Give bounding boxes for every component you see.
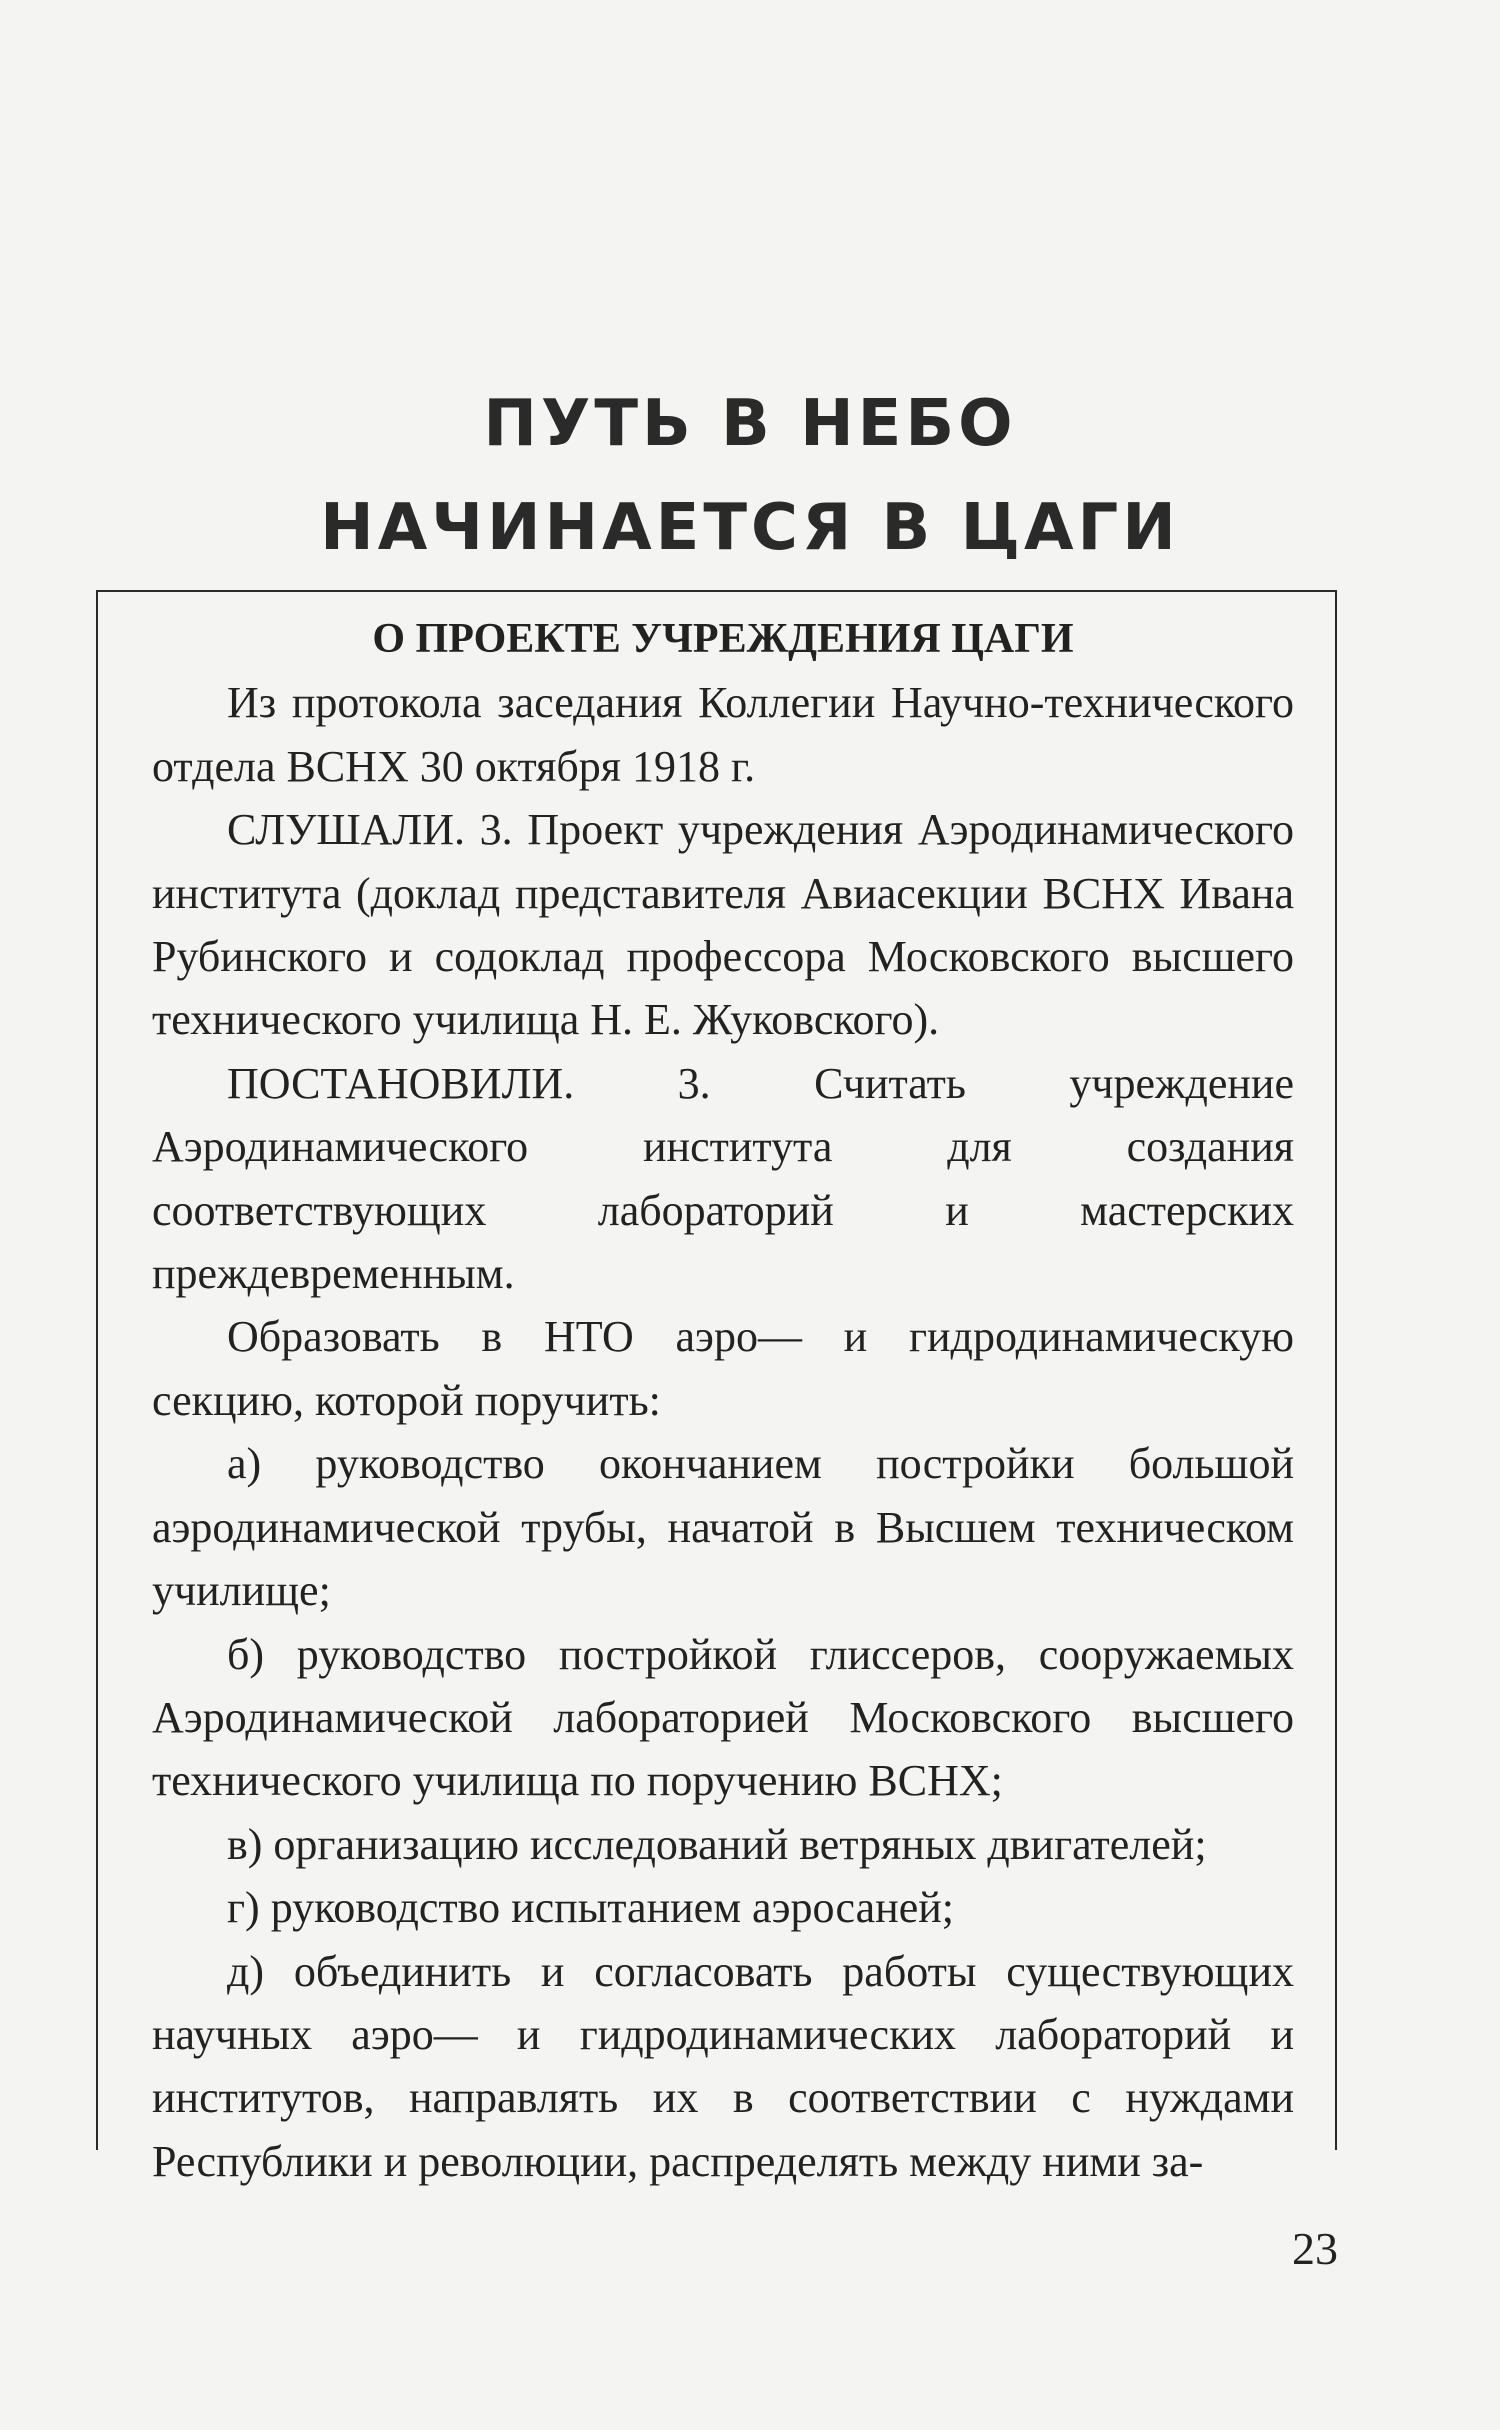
document-list-item-v: в) организацию исследований ветряных двигателей; — [227, 1819, 1207, 1869]
document-paragraph-heard: СЛУШАЛИ. 3. Проект учреждения Аэродинамического института (доклад представителя Авиасекции ВСНХ Ивана Рубинского и содоклад профессора Московского высшего технического училища Н. Е. Жуковского). — [152, 805, 1294, 1045]
document-list-item-g: г) руководство испытанием аэросаней; — [227, 1883, 954, 1933]
chapter-title — [0, 372, 1500, 580]
chapter-title-line-1: ПУТЬ В НЕБО — [483, 387, 1017, 461]
document-heading: О ПРОЕКТЕ УЧРЕЖДЕНИЯ ЦАГИ — [372, 616, 1074, 662]
document-list-item-d: д) объединить и согласовать работы существующих научных аэро— и гидродинамических лабораторий и институтов, направлять их в соответствии с нуждами Республики и революции, распределять между ними за- — [152, 1946, 1294, 2186]
document-paragraph-resolved: ПОСТАНОВИЛИ. 3. Считать учреждение Аэродинамического института для создания соответствующих лабораторий и мастерских преждевременным. — [152, 1058, 1294, 1299]
document-list-item-b: б) руководство постройкой глиссеров, сооружаемых Аэродинамической лабораторией Московского высшего технического училища по поручению ВСНХ; — [152, 1629, 1294, 1806]
chapter-title-line-2: НАЧИНАЕТСЯ В ЦАГИ — [320, 491, 1180, 565]
page-number: 23 — [1292, 2223, 1338, 2274]
document-text — [152, 608, 1294, 2193]
document-list-item-a: а) руководство окончанием постройки большой аэродинамической трубы, начатой в Высшем техническом училище; — [152, 1439, 1294, 1616]
document-paragraph-section: Образовать в НТО аэро— и гидродинамическую секцию, которой поручить: — [152, 1312, 1294, 1425]
document-paragraph-source: Из протокола заседания Коллегии Научно-технического отдела ВСНХ 30 октября 1918 г. — [152, 678, 1294, 791]
